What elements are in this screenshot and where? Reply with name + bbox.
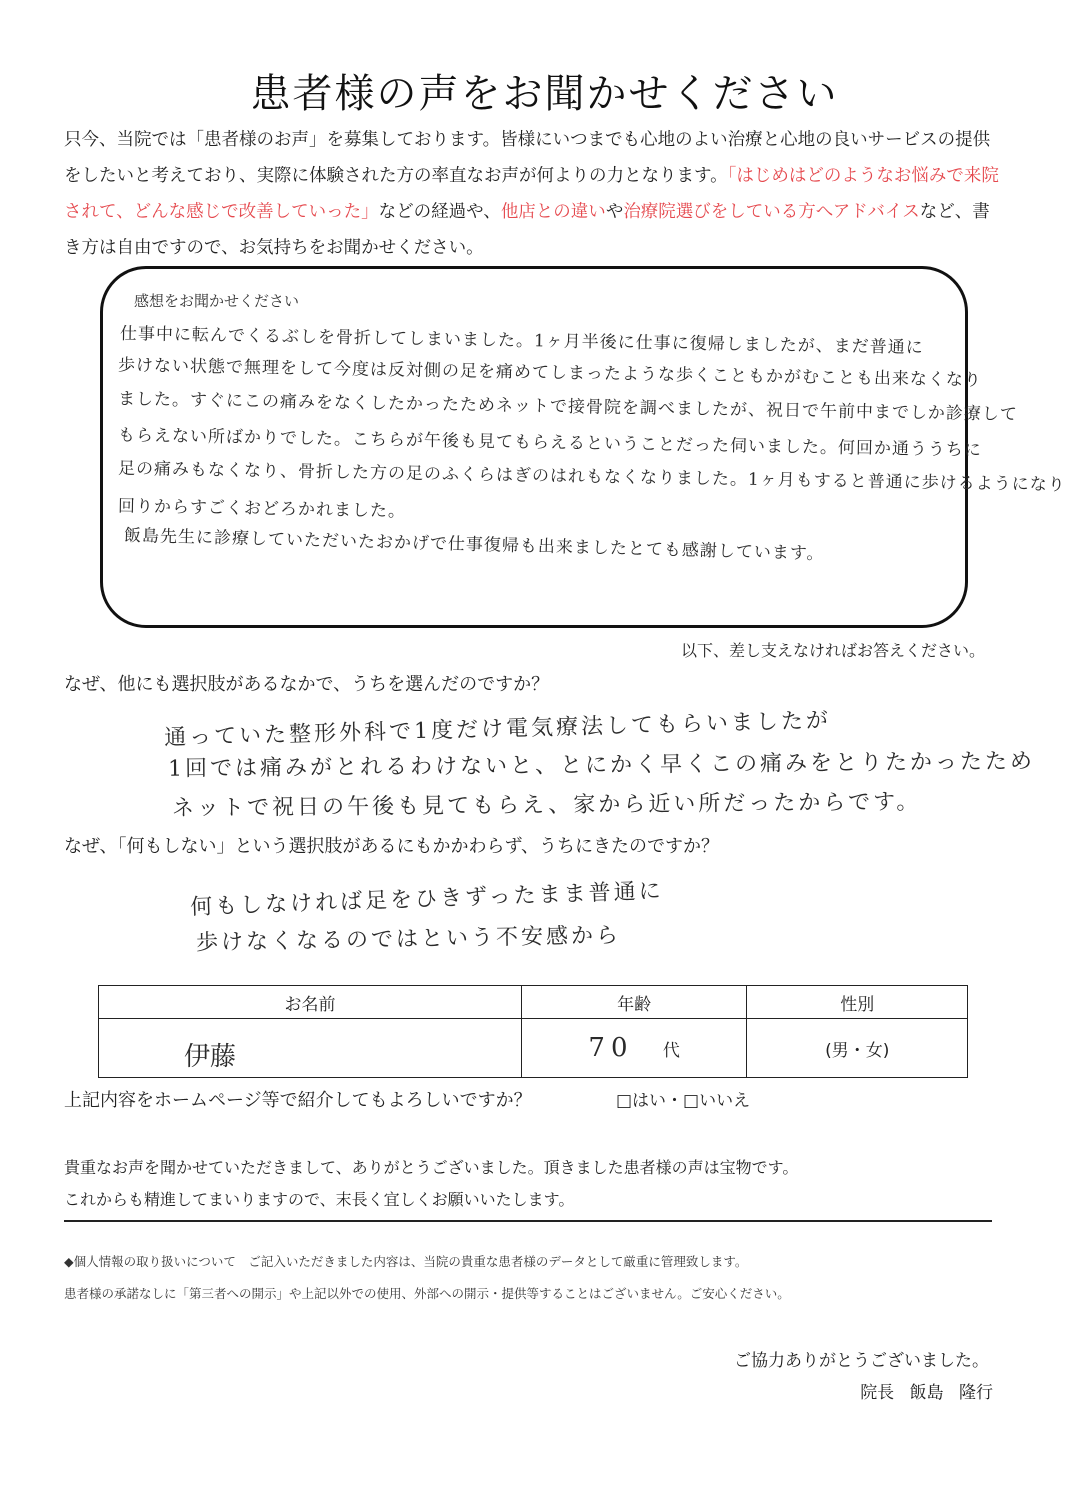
age-value: 70 [588,1033,634,1063]
impression-line: もらえない所ばかりでした。こちらが午後も見てもらえるということだった伺いました。何回か通ううちに [117,425,983,461]
age-cell [521,1019,747,1078]
header-age: 年齢 [521,986,747,1019]
answer-1-line: 通っていた整形外科で1度だけ電気療法してもらいましたが [163,708,832,751]
privacy-line-1: ◆個人情報の取り扱いについて ご記入いただきました内容は、当院の貴重な患者様のデータとして厳重に管理致します。 [64,1254,748,1269]
thanks-line-1: 貴重なお声を聞かせていただきまして、ありがとうございました。頂きました患者様の声は宝物です。 [64,1158,799,1177]
header-name: お名前 [99,986,522,1019]
impression-line: 足の痛みもなくなり、骨折した方の足のふくらはぎのはれもなくなりました。1ヶ月もすると普通に歩けるようになり [117,458,1066,496]
consent-options: □はい・□いいえ [616,1091,751,1111]
page-title: 患者様の声をお聞かせください [250,71,839,117]
age-unit: 代 [662,1041,680,1061]
closing-message: ご協力ありがとうございました。 [734,1351,989,1371]
question-2: なぜ、「何もしない」という選択肢があるにもかかわらず、うちにきたのですか？ [64,836,720,857]
answer-1-line: 1回では痛みがとれるわけないと、とにかく早くこの痛みをとりたかったため [167,749,1036,782]
thanks-message [64,1152,798,1216]
optional-note: 以下、差し支えなければお答えください。 [680,641,985,660]
impression-line: 仕事中に転んでくるぶしを骨折してしまいました。1ヶ月半後に仕事に復帰しましたが、まだ普通に [119,323,924,359]
header-gender: 性別 [747,986,968,1019]
signature: 院長 飯島 隆行 [860,1383,993,1403]
divider [64,1220,992,1222]
impression-line: 飯島先生に診療していただいたおかげで仕事復帰も出来ましたとても感謝しています。 [123,525,825,565]
consent-question: 上記内容をホームページ等で紹介してもよろしいですか？ [64,1090,532,1111]
impression-line: 回りからすごくおどろかれました。 [117,496,407,522]
gender-cell [747,1019,968,1078]
impressions-label: 感想をお聞かせください [134,292,300,310]
intro-highlight-2: 他店との違い [500,202,606,222]
patient-name: 伊藤 [183,1041,236,1072]
name-cell [99,1019,522,1078]
intro-text-3: や [605,202,624,222]
privacy-line-2: 患者様の承諾なしに「第三者への開示」や上記以外での使用、外部への開示・提供等することはございません。ご安心ください。 [64,1286,790,1301]
question-1: なぜ、他にも選択肢があるなかで、うちを選んだのですか？ [64,674,550,695]
thanks-line-2: これからも精進してまいりますので、末長く宜しくお願いいたします。 [64,1190,575,1209]
impression-line: ました。すぐにこの痛みをなくしたかったためネットで接骨院を調べましたが、祝日で午前中までしか診療して [117,389,1019,425]
intro-text-1: 只今、当院では「患者様のお声」を募集しております。皆様にいつまでも心地のよい治療と心地の良いサービスの提供をしたいと考えており、実際に体験された方の率直なお声が何よりの力となります。 [64,130,991,186]
intro-paragraph [64,122,1004,266]
intro-text-2: などの経過や、 [378,202,501,222]
patient-info-table [98,985,968,1078]
gender-options: (男・女) [825,1040,890,1061]
answer-2-line: 何もしなければ足をひきずったまま普通に [189,878,665,921]
impression-line: 歩けない状態で無理をして今度は反対側の足を痛めてしまったような歩くこともかがむことも出来なくなり [117,355,983,391]
answer-1-line: ネットで祝日の午後も見てもらえ、家から近い所だったからです。 [171,789,922,822]
intro-highlight-3: 治療院選びをしている方へアドバイス [623,202,920,222]
intro-highlight-1: 「はじめはどのようなお悩みで来院されて、どんな感じで改善していった」 [64,166,999,222]
answer-2-line: 歩けなくなるのではという不安感から [195,923,622,956]
intro-text-4: など、書き方は自由ですので、お気持ちをお聞かせください。 [64,202,990,258]
